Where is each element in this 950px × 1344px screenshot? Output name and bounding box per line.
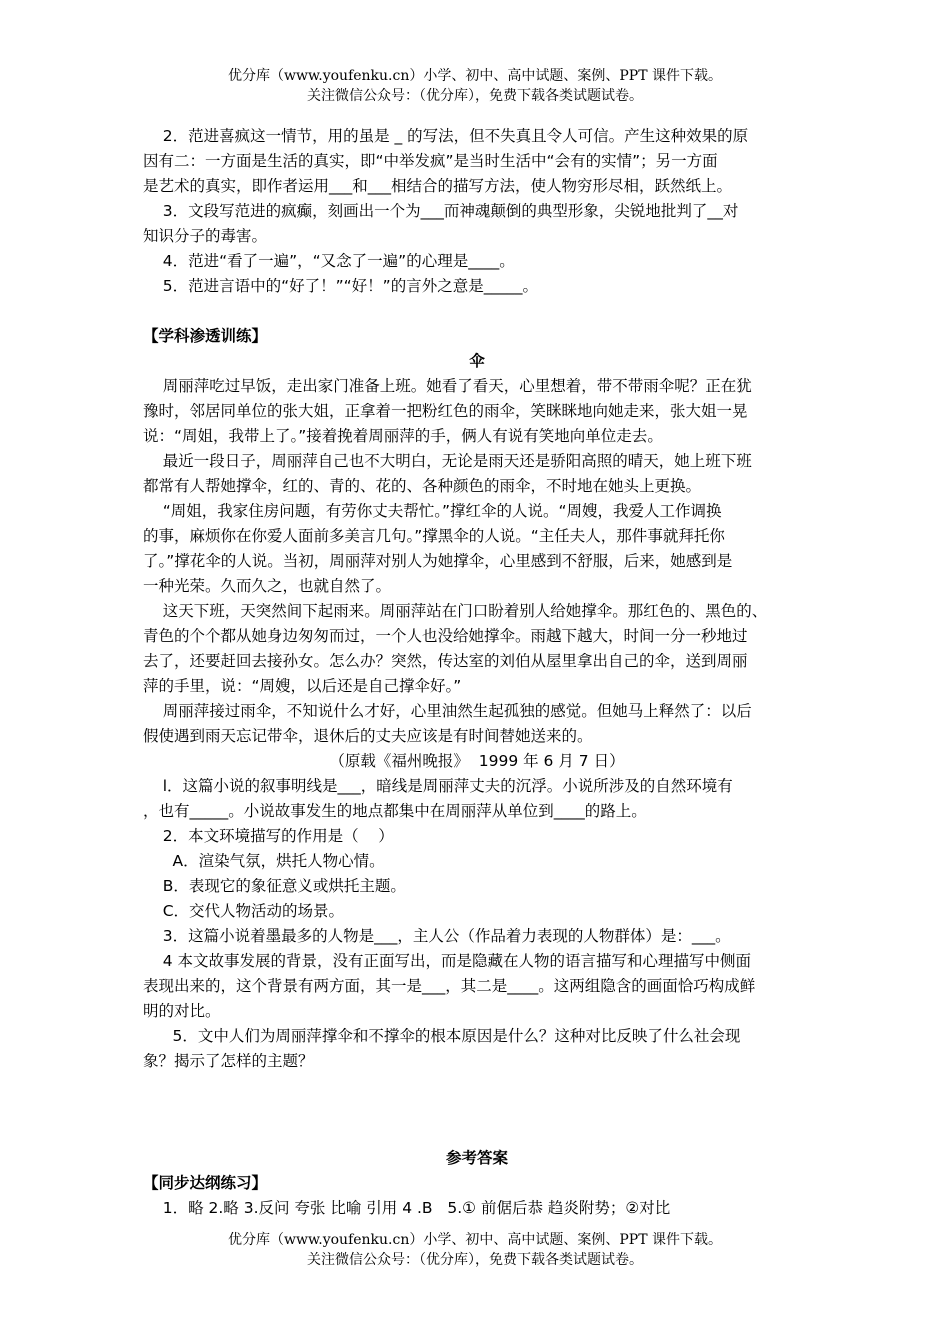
- section-title: 【学科渗透训练】: [143, 327, 268, 345]
- story-line: 周丽萍接过雨伞，不知说什么才好，心里油然生起孤独的感觉。但她马上释然了：以后: [143, 702, 752, 720]
- text-line: 5．范进言语中的“好了！”“好！”的言外之意是_____。: [143, 277, 538, 295]
- answers-section-title: 【同步达纲练习】: [143, 1174, 268, 1192]
- question-line: ，也有_____。小说故事发生的地点都集中在周丽萍从单位到____的路上。: [143, 802, 647, 820]
- story-line: 周丽萍吃过早饭，走出家门准备上班。她看了看天，心里想着，带不带雨伞呢？正在犹: [143, 377, 752, 395]
- question-line: 明的对比。: [143, 1002, 221, 1020]
- section-penetration: [143, 324, 811, 1074]
- choice-c: C．交代人物活动的场景。: [143, 902, 345, 920]
- story-line: 青色的个个都从她身边匆匆而过，一个人也没给她撑伞。雨越下越大，时间一分一秒地过: [143, 627, 748, 645]
- story-line: 的事，麻烦你在你爱人面前多美言几句。”撑黑伞的人说。“主任夫人，那件事就拜托你: [143, 527, 725, 545]
- choice-b: B．表现它的象征意义或烘托主题。: [143, 877, 406, 895]
- text-line: 2．范进喜疯这一情节，用的虽是 _ 的写法，但不失真且令人可信。产生这种效果的原: [143, 127, 749, 145]
- story-line: 说：“周姐，我带上了。”接着挽着周丽萍的手，俩人有说有笑地向单位走去。: [143, 427, 663, 445]
- text-line: 知识分子的毒害。: [143, 227, 268, 245]
- story-line: 豫时，邻居同单位的张大姐，正拿着一把粉红色的雨伞，笑眯眯地向她走来，张大姐一晃: [143, 402, 748, 420]
- question-line: l．这篇小说的叙事明线是___，暗线是周丽萍丈夫的沉浮。小说所涉及的自然环境有: [143, 777, 733, 795]
- story-line: 最近一段日子，周丽萍自己也不大明白，无论是雨天还是骄阳高照的晴天，她上班下班: [143, 452, 752, 470]
- text-line: 4．范进“看了一遍”，“又念了一遍”的心理是____。: [143, 252, 515, 270]
- story-line: 萍的手里，说：“周嫂，以后还是自己撑伞好。”: [143, 677, 462, 695]
- question-line: 3．这篇小说着墨最多的人物是___，主人公（作品着力表现的人物群体）是：___。: [143, 927, 731, 945]
- story-title: 伞: [469, 352, 485, 370]
- text-line: 因有二：一方面是生活的真实，即“中举发疯”是当时生活中“会有的实情”；另一方面: [143, 152, 718, 170]
- question-line: 表现出来的，这个背景有两方面，其一是___，其二是____。这两组隐含的画面恰巧构成鲜: [143, 977, 756, 995]
- question-line: 4 本文故事发展的背景，没有正面写出，而是隐藏在人物的语言描写和心理描写中侧面: [143, 952, 751, 970]
- question-line: 5．文中人们为周丽萍撑伞和不撑伞的根本原因是什么？这种对比反映了什么社会现: [143, 1027, 741, 1045]
- answers-line: 1．略 2.略 3.反问 夸张 比喻 引用 4 .B 5.① 前倨后恭 趋炎附势；②对比: [143, 1199, 671, 1217]
- story-line: 假使遇到雨天忘记带伞，退休后的丈夫应该是有时间替她送来的。: [143, 727, 593, 745]
- header-line-1: 优分库（www.youfenku.cn）小学、初中、高中试题、案例、PPT 课件下载。: [227, 68, 722, 84]
- story-line: 都常有人帮她撑伞，红的、青的、花的、各种颜色的雨伞，不时地在她头上更换。: [143, 477, 702, 495]
- text-line: 3．文段写范进的疯癫，刻画出一个为___而神魂颠倒的典型形象，尖锐地批判了__对: [143, 202, 739, 220]
- footer-line-1: 优分库（www.youfenku.cn）小学、初中、高中试题、案例、PPT 课件下载。: [227, 1232, 722, 1248]
- story-line: 这天下班，天突然间下起雨来。周丽萍站在门口盼着别人给她撑伞。那红色的、黑色的、: [143, 602, 768, 620]
- story-line: “周姐，我家住房问题，有劳你丈夫帮忙。”撑红伞的人说。“周嫂，我爱人工作调换: [143, 502, 722, 520]
- story-source: （原载《福州晚报》 1999 年 6 月 7 日）: [329, 752, 625, 770]
- text-line: 是艺术的真实，即作者运用___和___相结合的描写方法，使人物穷形尽相，跃然纸上。: [143, 177, 733, 195]
- answers-section: [143, 1146, 811, 1221]
- choice-a: A．渲染气氛，烘托人物心情。: [143, 852, 385, 870]
- page-footer: [0, 1230, 950, 1270]
- question-line: 象？揭示了怎样的主题？: [143, 1052, 314, 1070]
- header-line-2: 关注微信公众号：（优分库），免费下载各类试题试卷。: [307, 88, 643, 104]
- answers-title: 参考答案: [445, 1149, 508, 1167]
- question-line: 2．本文环境描写的作用是（ ）: [143, 827, 394, 845]
- story-line: 了。”撑花伞的人说。当初，周丽萍对别人为她撑伞，心里感到不舒服，后来，她感到是: [143, 552, 733, 570]
- footer-line-2: 关注微信公众号：（优分库），免费下载各类试题试卷。: [307, 1252, 643, 1268]
- story-line: 去了，还要赶回去接孙女。怎么办？突然，传达室的刘伯从屋里拿出自己的伞，送到周丽: [143, 652, 748, 670]
- exercise-block-1: [143, 124, 811, 299]
- page-header: [0, 66, 950, 106]
- story-line: 一种光荣。久而久之，也就自然了。: [143, 577, 392, 595]
